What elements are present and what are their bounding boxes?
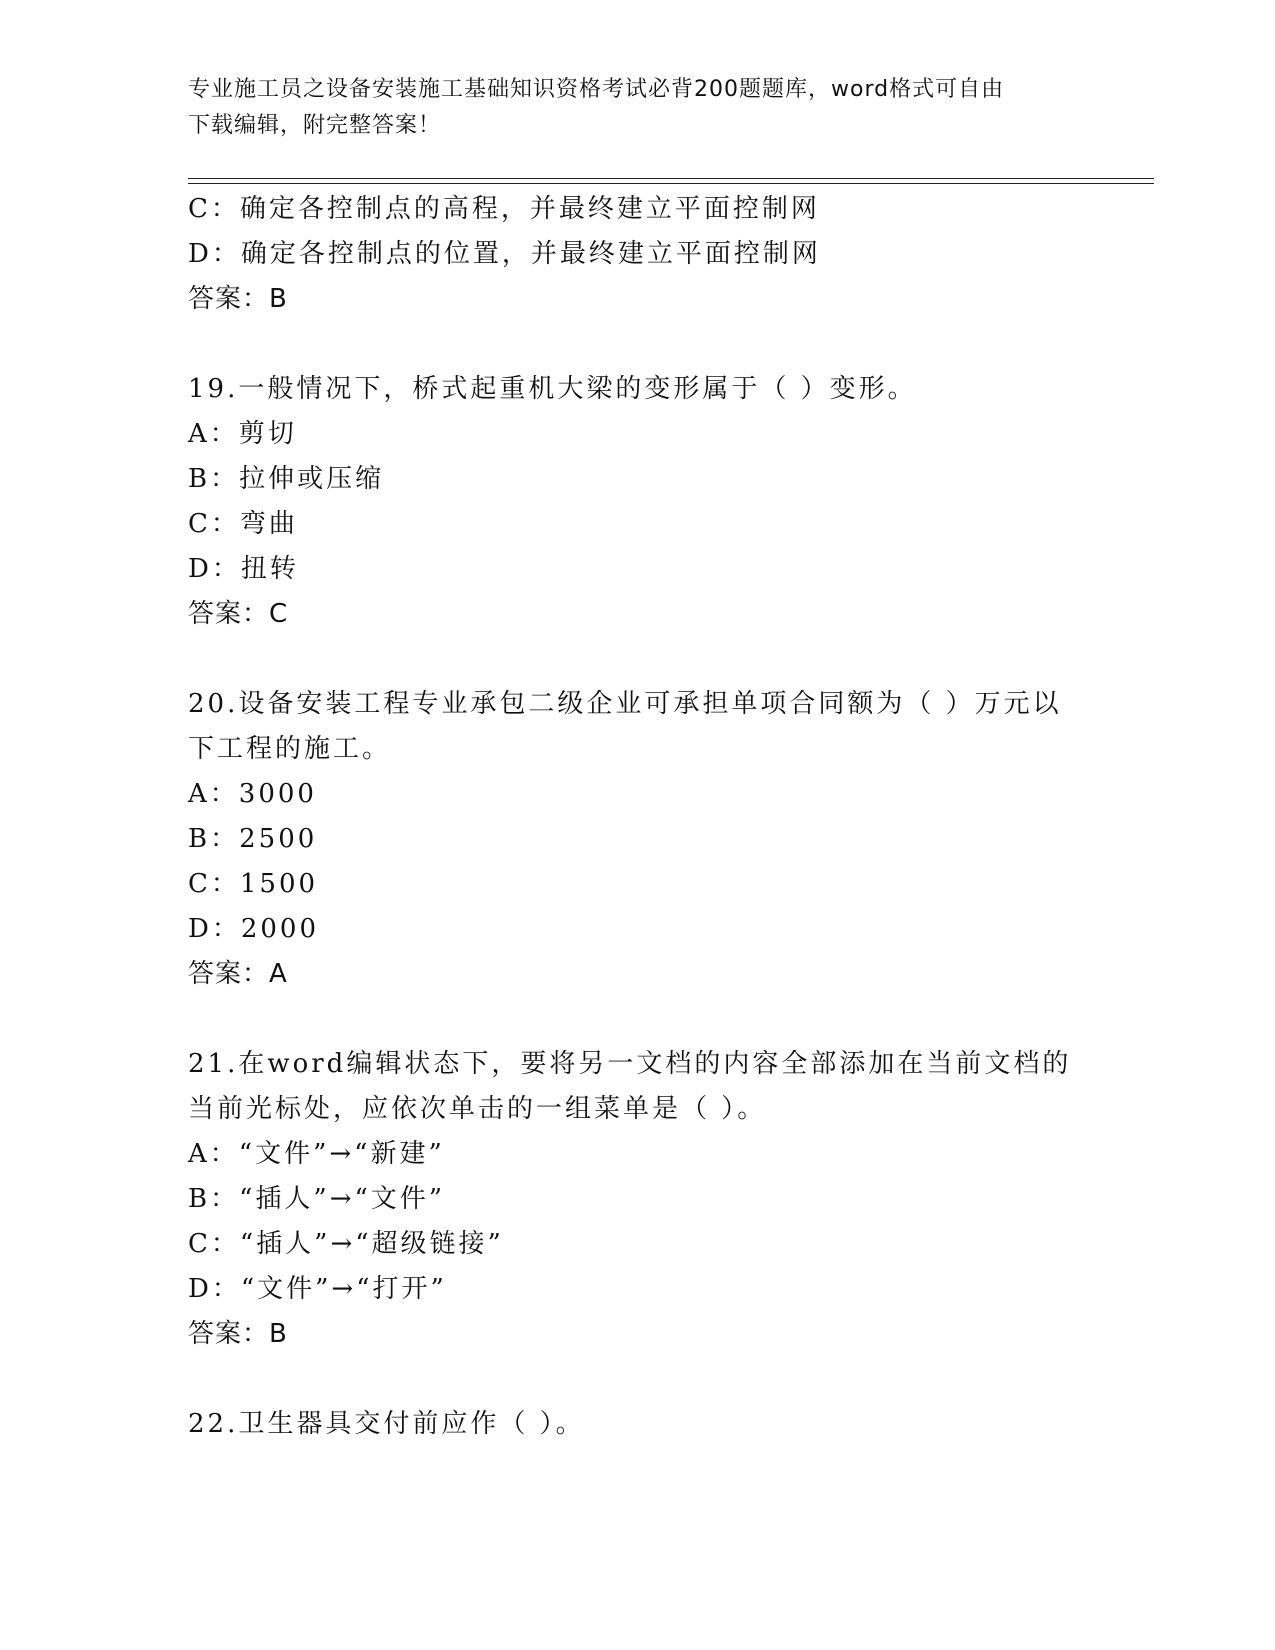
prev-answer: 答案：B bbox=[188, 284, 288, 314]
header-title-line-2: 下载编辑，附完整答案！ bbox=[188, 113, 442, 138]
q20-answer: 答案：A bbox=[188, 959, 288, 989]
q19-answer: 答案：C bbox=[188, 599, 289, 629]
q21-option-a: A：“文件”→“新建” bbox=[188, 1139, 445, 1169]
header-divider-bottom bbox=[188, 183, 1154, 184]
prev-option-c: C：确定各控制点的高程，并最终建立平面控制网 bbox=[188, 194, 820, 224]
q21-option-d: D：“文件”→“打开” bbox=[188, 1274, 447, 1304]
q20-option-d: D：2000 bbox=[188, 914, 320, 944]
document-header bbox=[188, 72, 1078, 144]
q21-stem-line-2: 当前光标处，应依次单击的一组菜单是（ ）。 bbox=[188, 1094, 767, 1124]
prev-option-d: D：确定各控制点的位置，并最终建立平面控制网 bbox=[188, 239, 821, 269]
q19-stem: 19.一般情况下，桥式起重机大梁的变形属于（ ）变形。 bbox=[188, 374, 917, 404]
q21-option-b: B：“插人”→“文件” bbox=[188, 1184, 446, 1214]
q20-stem-line-1: 20.设备安装工程专业承包二级企业可承担单项合同额为（ ）万元以 bbox=[188, 689, 1062, 719]
q19-option-d: D：扭转 bbox=[188, 554, 299, 584]
q21-option-c: C：“插人”→“超级链接” bbox=[188, 1229, 504, 1259]
q20-option-a: A：3000 bbox=[188, 779, 317, 809]
header-title-line-1: 专业施工员之设备安装施工基础知识资格考试必背200题题库，word格式可自由 bbox=[188, 77, 1005, 102]
q20-stem-line-2: 下工程的施工。 bbox=[188, 734, 392, 764]
q19-option-a: A：剪切 bbox=[188, 419, 297, 449]
q20-option-c: C：1500 bbox=[188, 869, 319, 899]
header-divider-top bbox=[188, 178, 1154, 179]
q20-option-b: B：2500 bbox=[188, 824, 318, 854]
q21-answer: 答案：B bbox=[188, 1319, 288, 1349]
q19-option-b: B：拉伸或压缩 bbox=[188, 464, 385, 494]
q22-stem: 22.卫生器具交付前应作（ ）。 bbox=[188, 1409, 585, 1439]
q21-stem-line-1: 21.在word编辑状态下，要将另一文档的内容全部添加在当前文档的 bbox=[188, 1049, 1072, 1079]
q19-option-c: C：弯曲 bbox=[188, 509, 298, 539]
